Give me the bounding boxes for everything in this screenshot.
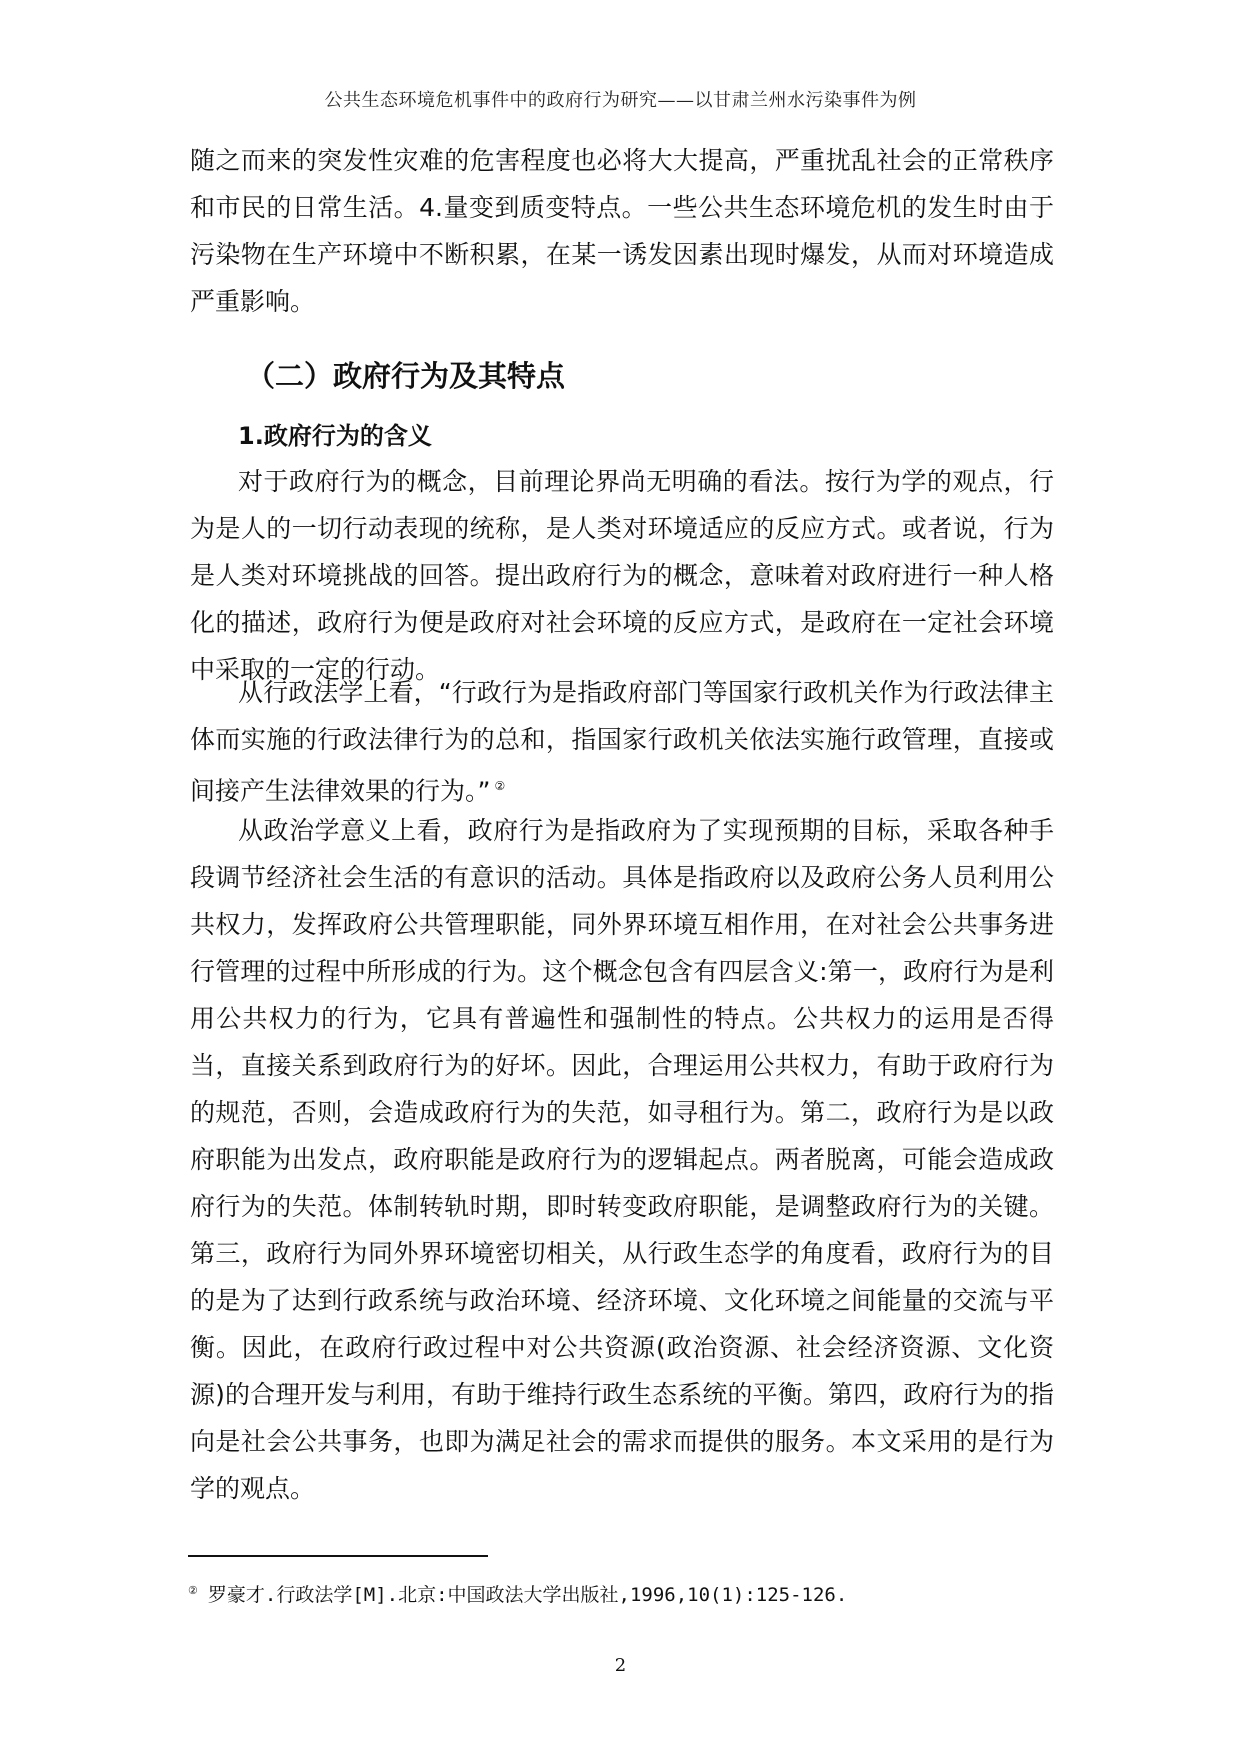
page-number: 2 xyxy=(614,1655,627,1676)
subsection-heading: 1.政府行为的含义 xyxy=(238,422,432,450)
admin-law-text: 从行政法学上看，“行政行为是指政府部门等国家行政机关作为行政法律主体而实施的行政法律行为的总和，指国家行政机关依法实施行政管理，直接或间接产生法律效果的行为。” xyxy=(190,678,1054,806)
paragraph-definition: 对于政府行为的概念，目前理论界尚无明确的看法。按行为学的观点，行为是人的一切行动表现的统称，是人类对环境适应的反应方式。或者说，行为是人类对环境挑战的回答。提出政府行为的概念，意味着对政府进行一种人格化的描述，政府行为便是政府对社会环境的反应方式，是政府在一定社会环境中采取的一定的行动。 xyxy=(190,467,1054,684)
paragraph-political-science: 从政治学意义上看，政府行为是指政府为了实现预期的目标，采取各种手段调节经济社会生活的有意识的活动。具体是指政府以及政府公务人员利用公共权力，发挥政府公共管理职能，同外界环境互相作用，在对社会公共事务进行管理的过程中所形成的行为。这个概念包含有四层含义:第一，政府行为是利用公共权力的行为，它具有普遍性和强制性的特点。公共权力的运用是否得当，直接关系到政府行为的好坏。因此，合理运用公共权力，有助于政府行为的规范，否则，会造成政府行为的失范，如寻租行为。第二，政府行为是以政府职能为出发点，政府职能是政府行为的逻辑起点。两者脱离，可能会造成政府行为的失范。体制转轨时期，即时转变政府职能，是调整政府行为的关键。第三，政府行为同外界环境密切相关，从行政生态学的角度看，政府行为的目的是为了达到行政系统与政治环境、经济环境、文化环境之间能量的交流与平衡。因此，在政府行政过程中对公共资源(政治资源、社会经济资源、文化资源)的合理开发与利用，有助于维持行政生态系统的平衡。第四，政府行为的指向是社会公共事务，也即为满足社会的需求而提供的服务。本文采用的是行为学的观点。 xyxy=(190,816,1054,1503)
footnote-reference[interactable]: ② xyxy=(494,779,506,793)
footnote-divider xyxy=(188,1555,488,1557)
paragraph-continued: 随之而来的突发性灾难的危害程度也必将大大提高，严重扰乱社会的正常秩序和市民的日常生活。4.量变到质变特点。一些公共生态环境危机的发生时由于污染物在生产环境中不断积累，在某一诱发因素出现时爆发，从而对环境造成严重影响。 xyxy=(190,146,1054,316)
footnote xyxy=(188,1580,847,1607)
running-header: 公共生态环境危机事件中的政府行为研究——以甘肃兰州水污染事件为例 xyxy=(324,90,917,111)
section-heading: （二）政府行为及其特点 xyxy=(246,359,566,393)
footnote-number: ② xyxy=(188,1583,198,1597)
footnote-text: 罗豪才.行政法学[M].北京:中国政法大学出版社,1996,10(1):125-126. xyxy=(207,1584,848,1606)
paragraph-admin-law xyxy=(190,669,1054,814)
